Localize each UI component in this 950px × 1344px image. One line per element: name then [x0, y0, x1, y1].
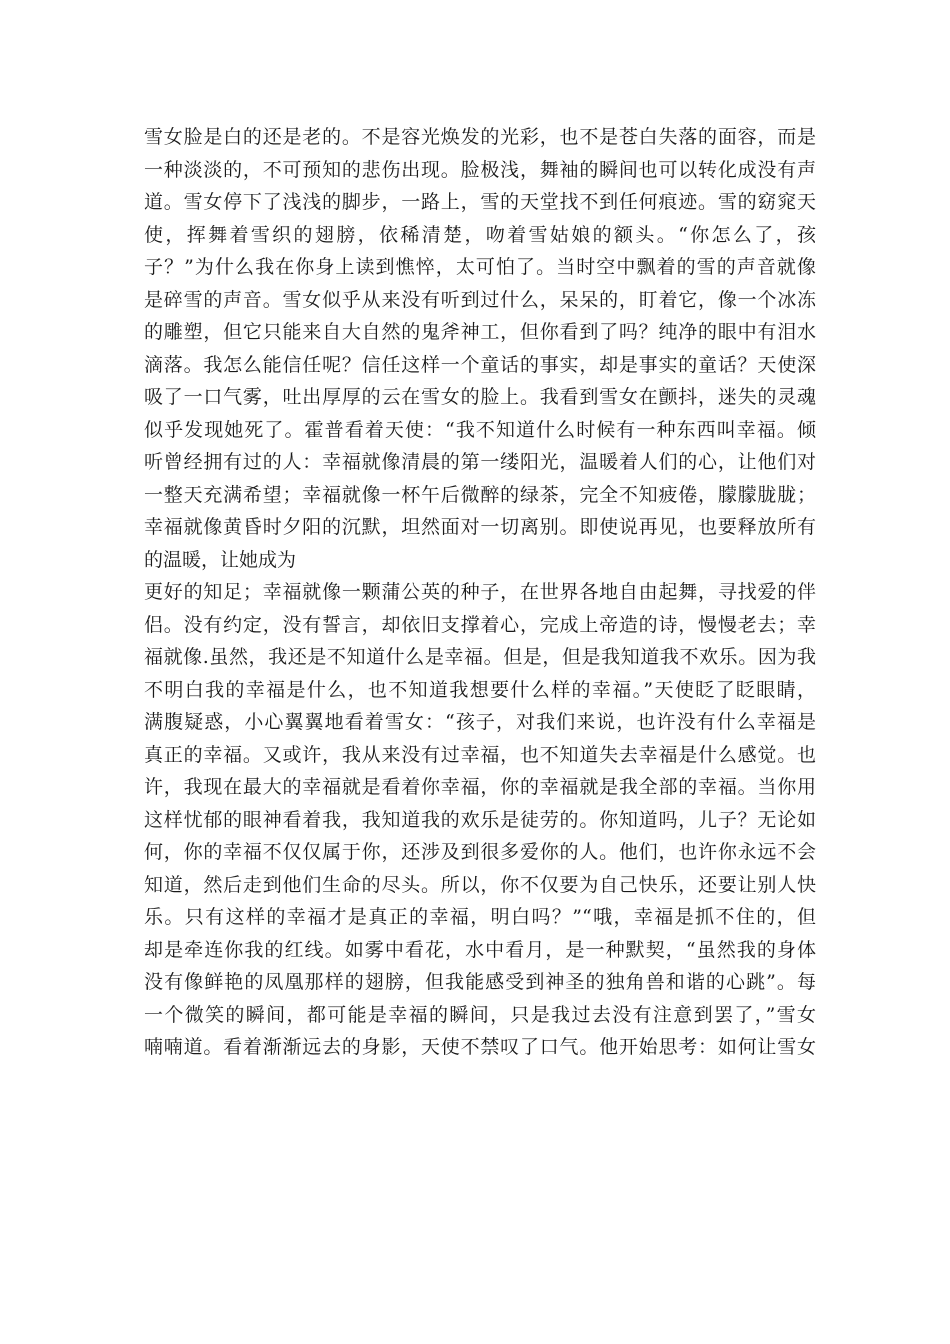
- text-line: 似乎发现她死了。霍普看着天使：“我不知道什么时候有一种东西叫幸福。倾: [144, 418, 816, 441]
- text-line: 却是牵连你我的红线。如雾中看花，水中看月，是一种默契，“虽然我的身体: [144, 938, 816, 961]
- text-line: 福就像.虽然，我还是不知道什么是幸福。但是，但是我知道我不欢乐。因为我: [144, 646, 816, 668]
- text-line: 没有像鲜艳的凤凰那样的翅膀，但我能感受到神圣的独角兽和谐的心跳”。每: [144, 971, 816, 993]
- text-line: 不明白我的幸福是什么，也不知道我想要什么样的幸福。”天使眨了眨眼睛，: [144, 678, 816, 701]
- text-line: 的雕塑，但它只能来自大自然的鬼斧神工，但你看到了吗？纯净的眼中有泪水: [144, 321, 816, 343]
- text-line: 乐。只有这样的幸福才是真正的幸福，明白吗？”“哦，幸福是抓不住的，但: [144, 906, 816, 928]
- text-line: 使，挥舞着雪织的翅膀，依稀清楚，吻着雪姑娘的额头。“你怎么了，孩: [144, 223, 816, 246]
- text-line: 幸福就像黄昏时夕阳的沉默，坦然面对一切离别。即使说再见，也要释放所有: [144, 516, 816, 538]
- body-text: [144, 121, 816, 1064]
- text-line: 的温暖，让她成为: [144, 548, 297, 571]
- text-line: 何，你的幸福不仅仅属于你，还涉及到很多爱你的人。他们，也许你永远不会: [144, 841, 816, 863]
- text-line: 知道，然后走到他们生命的尽头。所以，你不仅要为自己快乐，还要让别人快: [144, 873, 816, 896]
- text-line: 这样忧郁的眼神看着我，我知道我的欢乐是徒劳的。你知道吗，儿子？无论如: [144, 808, 816, 831]
- text-line: 雪女脸是白的还是老的。不是容光焕发的光彩，也不是苍白失落的面容，而是: [144, 126, 816, 148]
- text-line: 喃喃道。看着渐渐远去的身影，天使不禁叹了口气。他开始思考：如何让雪女: [144, 1036, 816, 1058]
- text-line: 侣。没有约定，没有誓言，却依旧支撑着心，完成上帝造的诗，慢慢老去；幸: [144, 613, 816, 636]
- text-line: 吸了一口气雾，吐出厚厚的云在雪女的脸上。我看到雪女在颤抖，迷失的灵魂: [144, 386, 816, 408]
- text-line: 一个微笑的瞬间，都可能是幸福的瞬间，只是我过去没有注意到罢了，”雪女: [144, 1003, 816, 1026]
- text-line: 真正的幸福。又或许，我从来没有过幸福，也不知道失去幸福是什么感觉。也: [144, 743, 816, 766]
- text-line: 更好的知足；幸福就像一颗蒲公英的种子，在世界各地自由起舞，寻找爱的伴: [144, 581, 816, 603]
- text-line: 听曾经拥有过的人：幸福就像清晨的第一缕阳光，温暖着人们的心，让他们对: [144, 451, 816, 473]
- text-line: 许，我现在最大的幸福就是看着你幸福，你的幸福就是我全部的幸福。当你用: [144, 776, 816, 798]
- text-line: 一整天充满希望；幸福就像一杯午后微醉的绿茶，完全不知疲倦，朦朦胧胧；: [144, 483, 816, 506]
- text-line: 子？”为什么我在你身上读到憔悴，太可怕了。当时空中飘着的雪的声音就像: [144, 256, 816, 278]
- text-line: 滴落。我怎么能信任呢？信任这样一个童话的事实，却是事实的童话？天使深: [144, 353, 816, 376]
- text-line: 是碎雪的声音。雪女似乎从来没有听到过什么，呆呆的，盯着它，像一个冰冻: [144, 288, 816, 311]
- text-line: 道。雪女停下了浅浅的脚步，一路上，雪的天堂找不到任何痕迹。雪的窈窕天: [144, 191, 816, 213]
- text-line: 一种淡淡的，不可预知的悲伤出现。脸极浅，舞袖的瞬间也可以转化成没有声: [144, 158, 816, 181]
- text-line: 满腹疑惑，小心翼翼地看着雪女：“孩子，对我们来说，也许没有什么幸福是: [144, 711, 816, 733]
